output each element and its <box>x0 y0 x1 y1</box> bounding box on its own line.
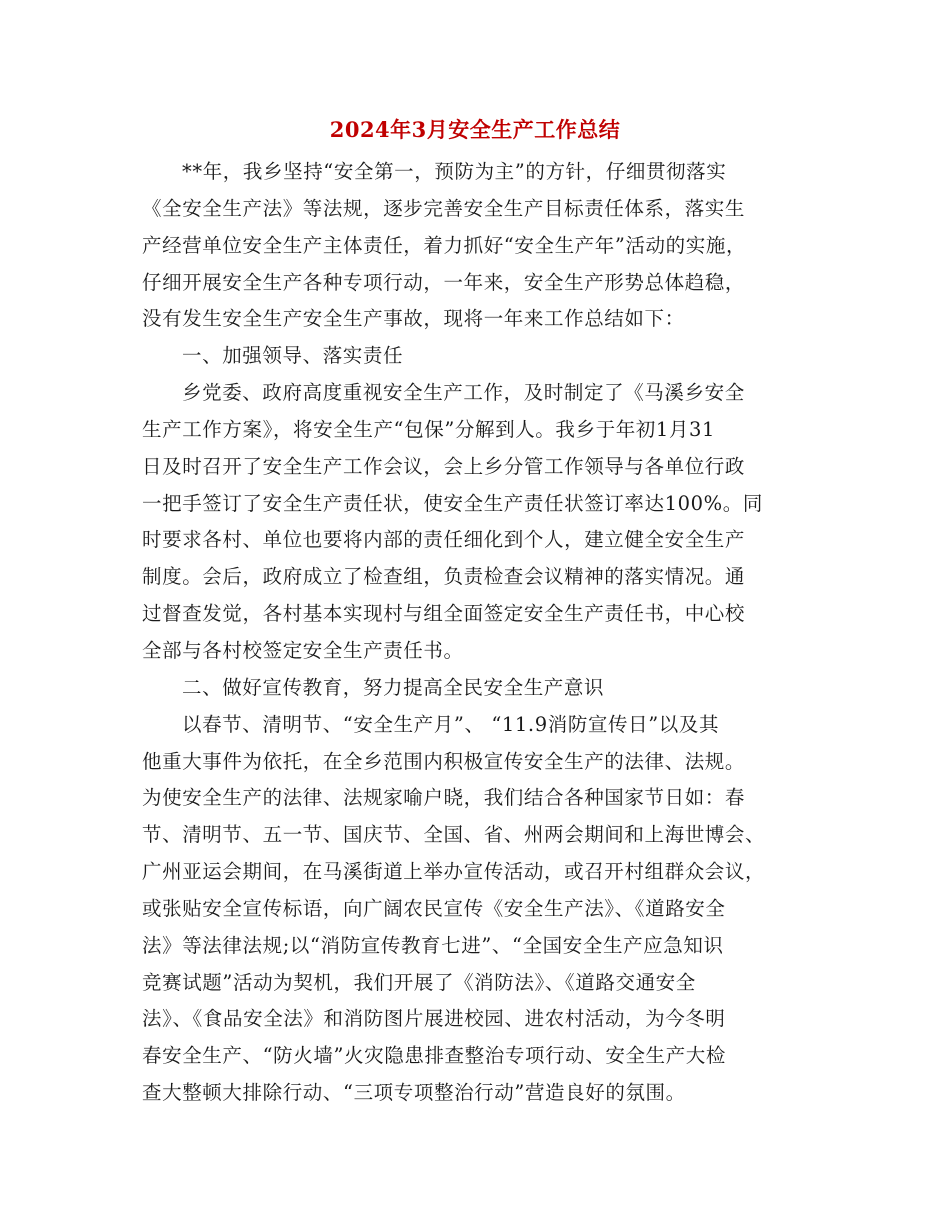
body-text-line: 竞赛试题”活动为契机，我们开展了《消防法》、《道路交通安全 <box>142 970 696 994</box>
body-text-line: 法》等法律法规;以“消防宣传教育七进”、“全国安全生产应急知识 <box>142 933 724 957</box>
body-text-line: 全部与各村校签定安全生产责任书。 <box>142 638 464 662</box>
body-text-line: 以春节、清明节、“安全生产月”、 “11.9消防宣传日”以及其 <box>182 712 720 736</box>
body-text-line: 日及时召开了安全生产工作会议，会上乡分管工作领导与各单位行政 <box>142 454 746 478</box>
body-text-line: 制度。会后，政府成立了检查组，负责检查会议精神的落实情况。通 <box>142 565 746 589</box>
document-title: 2024年3月安全生产工作总结 <box>329 117 621 142</box>
body-text-line: 一把手签订了安全生产责任状，使安全生产责任状签订率达100%。同 <box>142 491 763 515</box>
body-text-line: 生产工作方案》，将安全生产“包保”分解到人。我乡于年初1月31 <box>142 417 716 441</box>
body-text-line: 查大整顿大排除行动、“三项专项整治行动”营造良好的氛围。 <box>142 1081 686 1105</box>
body-text-line: 一、加强领导、落实责任 <box>182 344 404 368</box>
body-text-line: **年，我乡坚持“安全第一，预防为主”的方针，仔细贯彻落实 <box>182 160 727 183</box>
body-text-line: 节、清明节、五一节、国庆节、全国、省、州两会期间和上海世博会、 <box>142 823 766 847</box>
body-text-line: 春安全生产、“防火墙”火灾隐患排查整治专项行动、安全生产大检 <box>142 1044 726 1068</box>
document-body <box>142 154 818 1112</box>
body-text-line: 为使安全生产的法律、法规家喻户晓，我们结合各种国家节日如：春 <box>142 786 746 810</box>
body-text-line: 时要求各村、单位也要将内部的责任细化到个人，建立健全安全生产 <box>142 528 746 552</box>
body-text-line: 过督查发觉，各村基本实现村与组全面签定安全生产责任书，中心校 <box>142 602 746 626</box>
body-text-line: 法》、《食品安全法》和消防图片展进校园、进农村活动，为今冬明 <box>142 1007 726 1031</box>
body-text-line: 他重大事件为依托，在全乡范围内积极宣传安全生产的法律、法规。 <box>142 749 746 773</box>
body-text-line: 广州亚运会期间，在马溪街道上举办宣传活动，或召开村组群众会议， <box>142 860 766 884</box>
body-text-line: 乡党委、政府高度重视安全生产工作，及时制定了《马溪乡安全 <box>182 381 745 405</box>
body-text-line: 二、做好宣传教育，努力提高全民安全生产意识 <box>182 675 605 699</box>
body-text-line: 产经营单位安全生产主体责任，着力抓好“安全生产年”活动的实施， <box>142 233 747 257</box>
body-text-line: 《全安全生产法》等法规，逐步完善安全生产目标责任体系，落实生 <box>142 196 746 220</box>
body-text-line: 没有发生安全生产安全生产事故，现将一年来工作总结如下： <box>142 307 685 331</box>
body-text-line: 仔细开展安全生产各种专项行动，一年来，安全生产形势总体趋稳， <box>142 270 746 294</box>
body-text-line: 或张贴安全宣传标语，向广阔农民宣传《安全生产法》、《道路安全 <box>142 896 726 920</box>
